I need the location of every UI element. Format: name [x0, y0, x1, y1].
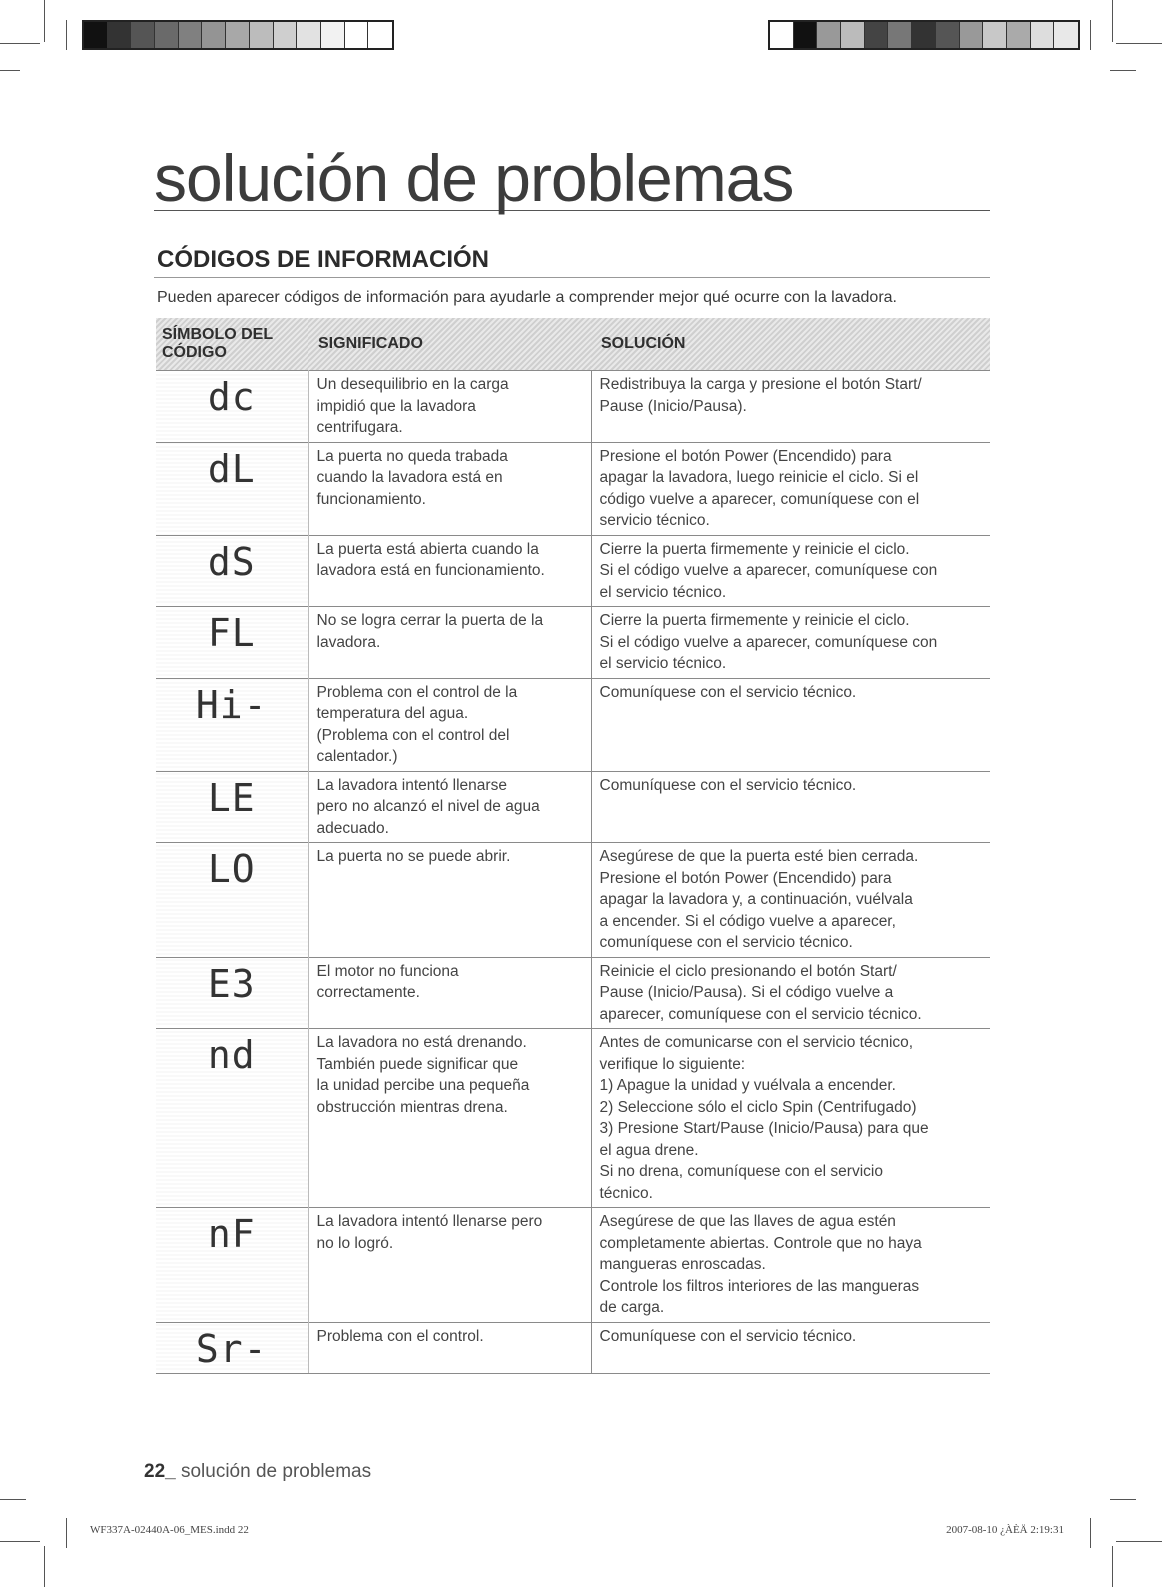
code-symbol: LO — [207, 847, 256, 891]
page-footer — [144, 1461, 371, 1483]
solution-cell — [591, 371, 990, 443]
solution-text: Comuníquese con el servicio técnico. — [599, 1327, 857, 1345]
meaning-cell — [308, 607, 591, 679]
code-symbol-cell — [156, 678, 308, 771]
solution-cell — [591, 957, 990, 1029]
crop-mark — [44, 1546, 45, 1587]
meaning-cell — [308, 843, 591, 958]
meaning-text: La lavadora intentó llenarse pero no lo logró. — [316, 1213, 543, 1252]
section-divider — [154, 277, 990, 278]
crop-mark — [1110, 1499, 1136, 1500]
intro-text: Pueden aparecer códigos de información para ayudarle a comprender mejor qué ocurre con la lavadora. — [157, 289, 897, 306]
code-symbol: E3 — [207, 961, 256, 1006]
registration-bar-right — [768, 20, 1080, 50]
crop-mark — [66, 20, 67, 50]
table-row — [156, 771, 990, 843]
meaning-text: La lavadora no está drenando. También puede significar que la unidad percibe una pequeña obstrucción mientras drena. — [316, 1034, 530, 1116]
code-symbol-cell — [156, 771, 308, 843]
meaning-text: No se logra cerrar la puerta de la lavadora. — [316, 612, 544, 651]
code-symbol: LE — [207, 775, 256, 820]
page-title: solución de problemas — [154, 146, 990, 211]
meaning-text: Problema con el control de la temperatura del agua. (Problema con el control del calentador.) — [316, 683, 518, 765]
registration-bar-left — [82, 20, 394, 50]
crop-mark — [1116, 43, 1162, 44]
code-symbol: dS — [207, 539, 256, 584]
solution-cell — [591, 1208, 990, 1323]
print-slug-file: WF337A-02440A-06_MES.indd 22 — [90, 1524, 249, 1536]
solution-text: Cierre la puerta firmemente y reinicie el ciclo. Si el código vuelve a aparecer, comuníquese con el servicio técnico. — [599, 540, 938, 601]
crop-mark — [1112, 0, 1113, 42]
section-title: CÓDIGOS DE INFORMACIÓN — [157, 246, 490, 273]
meaning-cell — [308, 678, 591, 771]
meaning-text: La puerta está abierta cuando la lavadora está en funcionamiento. — [316, 540, 545, 579]
crop-mark — [44, 0, 45, 42]
solution-cell — [591, 1322, 990, 1373]
column-header-meaning: SIGNIFICADO — [308, 318, 591, 371]
page-number: 22_ — [144, 1461, 176, 1482]
table-row — [156, 1208, 990, 1323]
table-row — [156, 607, 990, 679]
crop-mark — [0, 1499, 26, 1500]
solution-text: Comuníquese con el servicio técnico. — [599, 683, 857, 701]
code-symbol-cell — [156, 607, 308, 679]
solution-cell — [591, 771, 990, 843]
solution-cell — [591, 1029, 990, 1208]
solution-text: Redistribuya la carga y presione el botón Start/ Pause (Inicio/Pausa). — [599, 376, 922, 415]
code-symbol-cell — [156, 371, 308, 443]
code-symbol-cell — [156, 1208, 308, 1323]
table-row — [156, 442, 990, 535]
table-row — [156, 371, 990, 443]
solution-cell — [591, 535, 990, 607]
table-row — [156, 535, 990, 607]
code-symbol: nd — [207, 1033, 256, 1077]
code-symbol-cell — [156, 1322, 308, 1373]
code-symbol: FL — [207, 611, 256, 655]
solution-text: Asegúrese de que las llaves de agua estén completamente abiertas. Controle que no haya mangueras enroscadas. Controle los filtros interiores de las mangueras de carga. — [599, 1213, 922, 1316]
solution-text: Presione el botón Power (Encendido) para apagar la lavadora, luego reinicie el ciclo. Si el código vuelve a aparecer, comuníquese con el servicio técnico. — [599, 447, 920, 529]
crop-mark — [0, 1541, 40, 1542]
meaning-text: La lavadora intentó llenarse pero no alcanzó el nivel de agua adecuado. — [316, 776, 540, 837]
crop-mark — [1090, 20, 1091, 50]
meaning-cell — [308, 1322, 591, 1373]
meaning-text: Problema con el control. — [316, 1327, 484, 1345]
crop-mark — [1116, 1541, 1162, 1542]
meaning-text: La puerta no se puede abrir. — [316, 848, 511, 865]
solution-cell — [591, 843, 990, 958]
solution-cell — [591, 678, 990, 771]
table-row — [156, 843, 990, 958]
meaning-text: La puerta no queda trabada cuando la lavadora está en funcionamiento. — [316, 447, 508, 508]
info-codes-table — [156, 318, 990, 1374]
solution-text: Comuníquese con el servicio técnico. — [599, 776, 857, 794]
meaning-cell — [308, 535, 591, 607]
table-header-row — [156, 318, 990, 371]
crop-mark — [0, 43, 40, 44]
table-row — [156, 678, 990, 771]
table-row — [156, 1322, 990, 1373]
meaning-cell — [308, 957, 591, 1029]
meaning-cell — [308, 371, 591, 443]
table-row — [156, 957, 990, 1029]
crop-mark — [1110, 70, 1136, 71]
solution-text: Reinicie el ciclo presionando el botón Start/ Pause (Inicio/Pausa). Si el código vuelve a aparecer, comuníquese con el servicio técnico. — [599, 962, 922, 1023]
code-symbol-cell — [156, 442, 308, 535]
footer-label: solución de problemas — [175, 1461, 372, 1482]
code-symbol: Sr- — [195, 1326, 268, 1371]
print-slug-timestamp: 2007-08-10 ¿ÀÈÄ 2:19:31 — [946, 1524, 1064, 1536]
meaning-text: El motor no funciona correctamente. — [316, 962, 459, 1001]
crop-mark — [0, 70, 20, 71]
table-row — [156, 1029, 990, 1208]
code-symbol-cell — [156, 535, 308, 607]
meaning-cell — [308, 1029, 591, 1208]
code-symbol: nF — [207, 1212, 256, 1256]
column-header-code: SÍMBOLO DEL CÓDIGO — [156, 318, 308, 371]
solution-cell — [591, 607, 990, 679]
crop-mark — [1090, 1518, 1091, 1548]
column-header-solution: SOLUCIÓN — [591, 318, 990, 371]
crop-mark — [1112, 1546, 1113, 1587]
crop-mark — [66, 1518, 67, 1548]
code-symbol-cell — [156, 843, 308, 958]
solution-text: Antes de comunicarse con el servicio técnico, verifique lo siguiente: 1) Apague la unidad y vuélvala a encender. 2) Seleccione sólo el ciclo Spin (Centrifugado) 3) Presione Start/Pause (Inicio/Pausa) para que el agua drene. Si no drena, comuníquese con el servicio técnico. — [599, 1034, 929, 1202]
meaning-text: Un desequilibrio en la carga impidió que la lavadora centrifugara. — [316, 376, 509, 436]
code-symbol: dL — [207, 446, 256, 491]
meaning-cell — [308, 1208, 591, 1323]
solution-text: Cierre la puerta firmemente y reinicie el ciclo. Si el código vuelve a aparecer, comuníquese con el servicio técnico. — [599, 612, 938, 672]
solution-cell — [591, 442, 990, 535]
code-symbol-cell — [156, 1029, 308, 1208]
code-symbol: Hi- — [195, 682, 268, 727]
code-symbol-cell — [156, 957, 308, 1029]
solution-text: Asegúrese de que la puerta esté bien cerrada. Presione el botón Power (Encendido) para apagar la lavadora y, a continuación, vuélvala a encender. Si el código vuelve a aparecer, comuníquese con el servicio técnico. — [599, 848, 919, 951]
meaning-cell — [308, 771, 591, 843]
code-symbol: dc — [207, 375, 256, 419]
meaning-cell — [308, 442, 591, 535]
